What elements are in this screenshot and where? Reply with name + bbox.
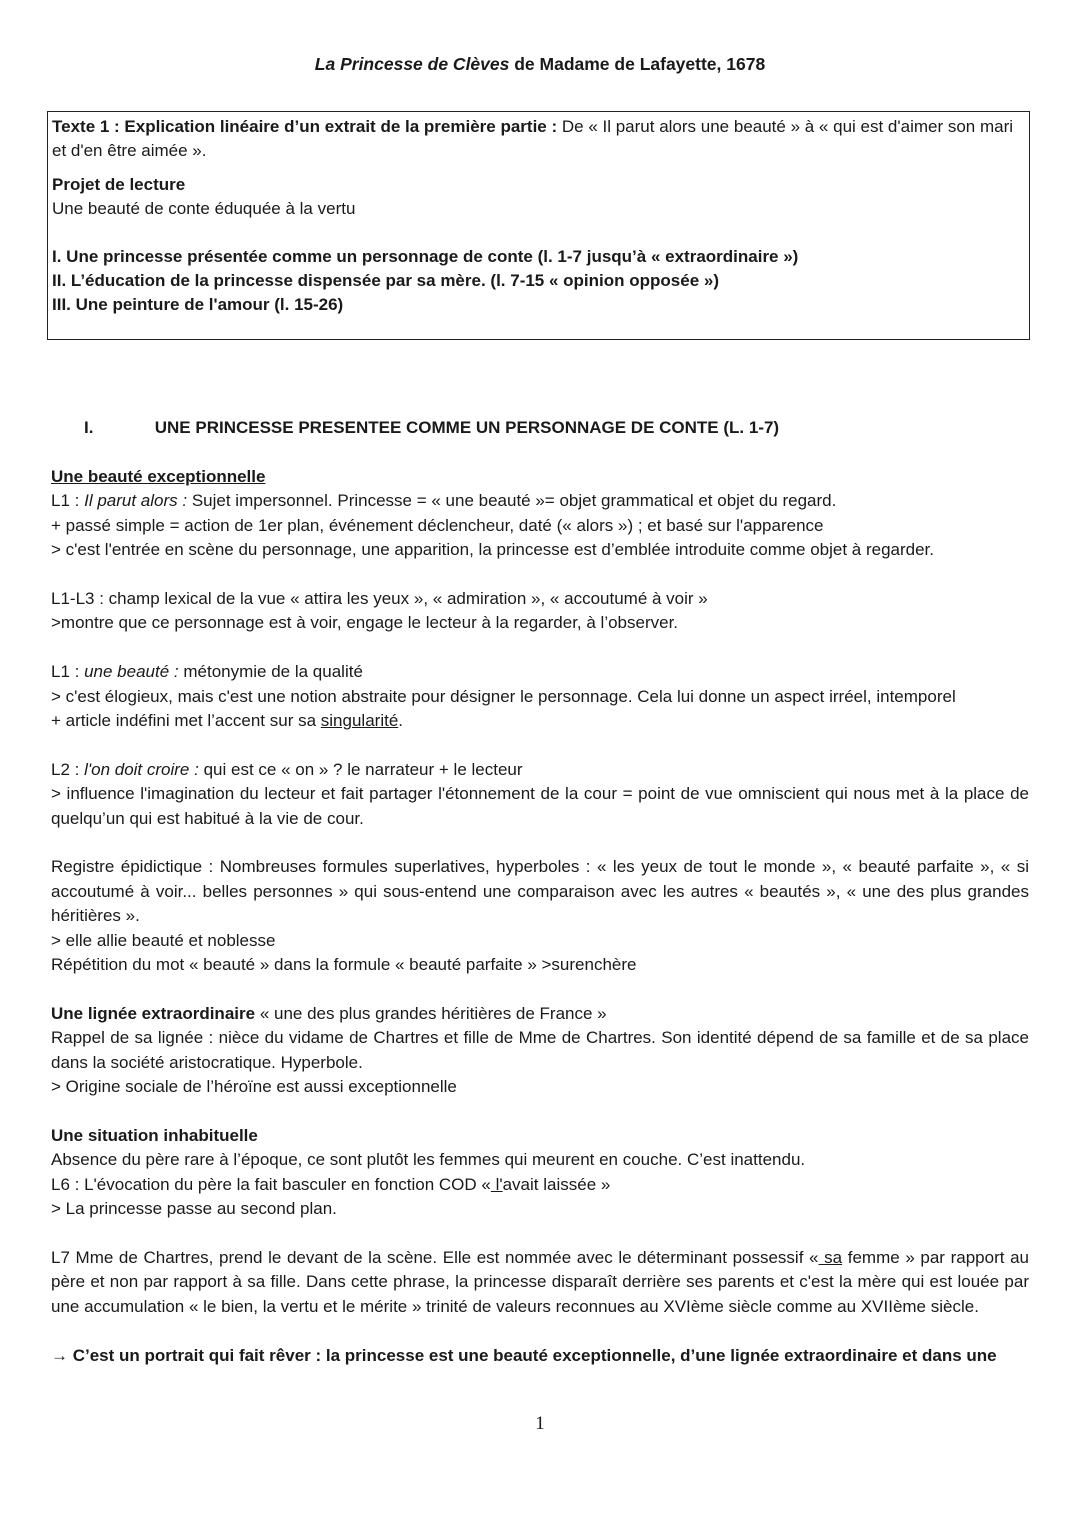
paragraph-line: > c'est l'entrée en scène du personnage, une apparition, la princesse est d’emblée introduite comme objet à regarder. — [51, 540, 935, 560]
paragraph-line: + passé simple = action de 1er plan, événement déclencheur, daté (« alors ») ; et basé sur l'apparence — [51, 515, 824, 535]
summary-box — [47, 111, 1030, 340]
subheading-lignee: Une lignée extraordinaire — [51, 1003, 256, 1023]
section-title: UNE PRINCESSE PRESENTEE COMME UN PERSONNAGE DE CONTE (L. 1-7) — [154, 418, 780, 437]
paragraph-line: > influence l'imagination du lecteur et fait partager l'étonnement de la cour = point de vue omniscient qui nous met à la place de quelqu’un qui est habitué à la vie de cour. — [51, 784, 1029, 828]
title-rest: de Madame de Lafayette, 1678 — [514, 54, 766, 74]
paragraph-line: > c'est élogieux, mais c'est une notion abstraite pour désigner le personnage. Cela lui donne un aspect irréel, intemporel — [51, 686, 956, 706]
paragraph-line: > elle allie beauté et noblesse — [51, 930, 276, 950]
paragraph-line: L6 : L'évocation du père la fait basculer en fonction COD « l'avait laissée » — [51, 1174, 611, 1194]
document-title — [0, 54, 1080, 75]
paragraph-l1: L1 : Il parut alors : Sujet impersonnel. Princesse = « une beauté »= objet grammatical et objet du regard. — [51, 491, 837, 511]
paragraph-l2: L2 : l'on doit croire : qui est ce « on » ? le narrateur + le lecteur — [51, 759, 523, 779]
paragraph-line: > La princesse passe au second plan. — [51, 1199, 337, 1219]
paragraph-l1-beaute: L1 : une beauté : métonymie de la qualité — [51, 662, 363, 682]
paragraph-lignee: Une lignée extraordinaire « une des plus grandes héritières de France » — [51, 1003, 607, 1023]
paragraph-line: > Origine sociale de l’héroïne est aussi exceptionnelle — [51, 1077, 457, 1097]
title-italic: La Princesse de Clèves — [314, 54, 510, 74]
paragraph-line: Répétition du mot « beauté » dans la formule « beauté parfaite » >surenchère — [51, 955, 637, 975]
text-label: Texte 1 : Explication linéaire d’un extrait de la première partie : — [52, 117, 558, 136]
paragraph-line: L1-L3 : champ lexical de la vue « attira les yeux », « admiration », « accoutumé à voir » — [51, 589, 708, 609]
subheading-beaute: Une beauté exceptionnelle — [51, 467, 266, 486]
projet-text: Une beauté de conte éduquée à la vertu — [52, 199, 356, 218]
paragraph-line: + article indéfini met l’accent sur sa singularité. — [51, 711, 404, 731]
projet-label: Projet de lecture — [52, 175, 186, 194]
paragraph-line: >montre que ce personnage est à voir, engage le lecteur à la regarder, à l’observer. — [51, 613, 679, 633]
paragraph-line: Rappel de sa lignée : nièce du vidame de Chartres et fille de Mme de Chartres. Son identité dépend de sa famille et de sa place dans la société aristocratique. Hyperbole. — [51, 1028, 1029, 1072]
subheading-situation: Une situation inhabituelle — [51, 1125, 258, 1145]
section-number: I. — [84, 418, 94, 437]
paragraph-registre: Registre épidictique : Nombreuses formules superlatives, hyperboles : « les yeux de tout le monde », « beauté parfaite », « si accoutumé à voir... belles personnes » qui sous-entend une comparaison avec les autres « beautés », « une des plus grandes héritières ». — [51, 857, 1029, 926]
section-heading — [84, 418, 779, 438]
paragraph-line: Absence du père rare à l’époque, ce sont plutôt les femmes qui meurent en couche. C’est inattendu. — [51, 1150, 806, 1170]
paragraph-l7: L7 Mme de Chartres, prend le devant de la scène. Elle est nommée avec le déterminant possessif « sa femme » par rapport au père et non par rapport à sa fille. Dans cette phrase, la princesse disparaît derrière ses parents et c'est la mère qui est louée par une accumulation « le bien, la vertu et le mérite » trinité de valeurs reconnues au XVIème siècle comme au XVIIème siècle. — [51, 1247, 1029, 1316]
page-number: 1 — [535, 1413, 545, 1434]
plan-item-1: I. Une princesse présentée comme un personnage de conte (l. 1-7 jusqu’à « extraordinaire ») — [52, 247, 799, 266]
analysis-body — [51, 465, 1029, 1368]
plan-item-3: III. Une peinture de l'amour (l. 15-26) — [52, 295, 344, 314]
plan-item-2: II. L’éducation de la princesse dispensée par sa mère. (l. 7-15 « opinion opposée ») — [52, 271, 719, 290]
conclusion-line: → C’est un portrait qui fait rêver : la princesse est une beauté exceptionnelle, d’une lignée extraordinaire et dans une — [51, 1345, 997, 1365]
text-range: De « Il parut alors une beauté » à « qui est d'aimer son mari et d'en être aimée ». — [52, 117, 1014, 160]
